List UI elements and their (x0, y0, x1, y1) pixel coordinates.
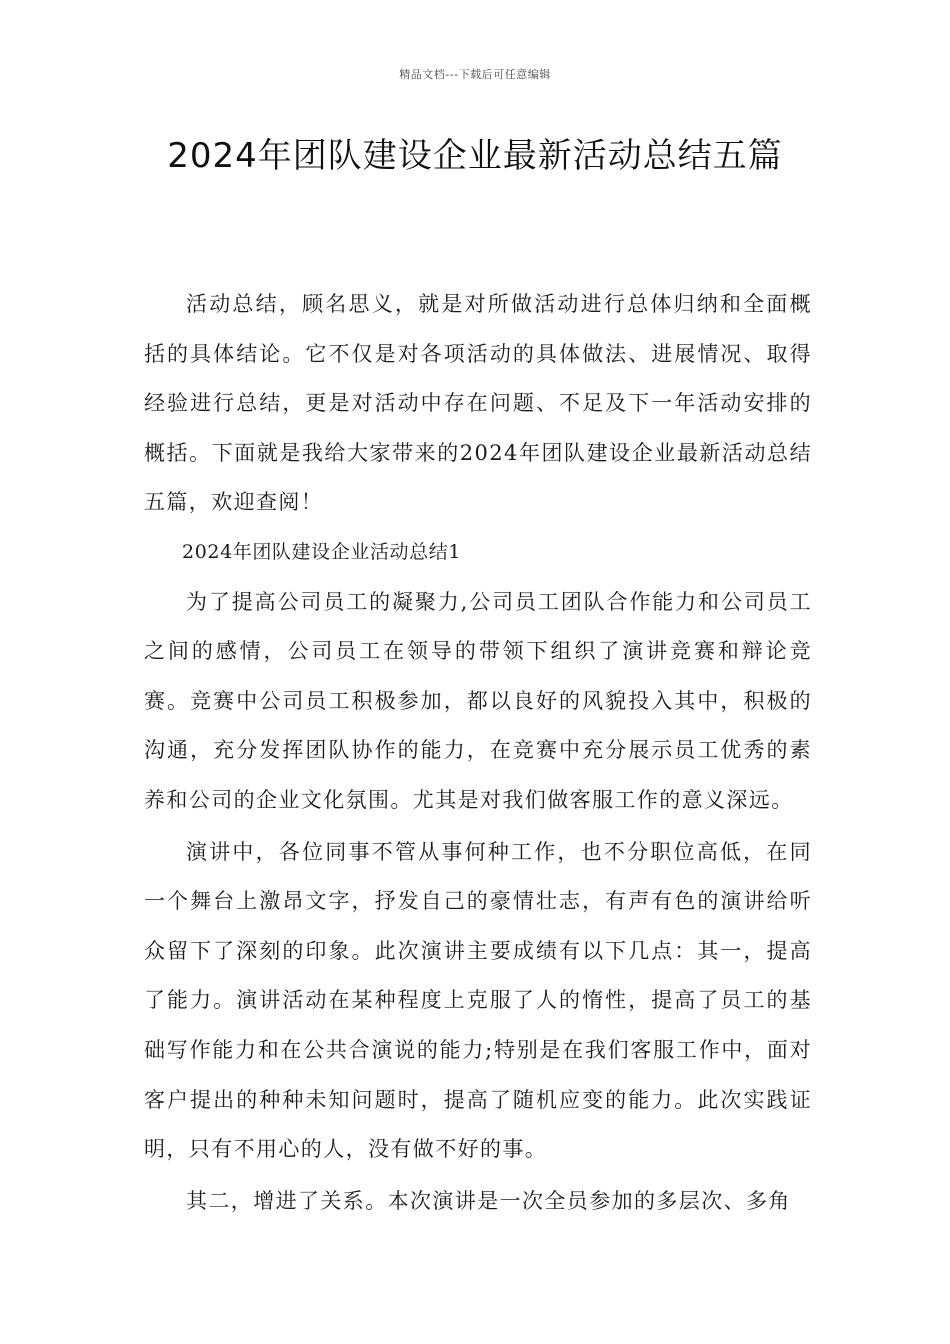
body-paragraph: 其二，增进了关系。本次演讲是一次全员参加的多层次、多角 (186, 1188, 791, 1213)
body-paragraph: 演讲中，各位同事不管从事何种工作，也不分职位高低，在同一个舞台上激昂文字，抒发自己的豪情壮志，有声有色的演讲给听众留下了深刻的印象。此次演讲主要成绩有以下几点：其一，提高了能力。演讲活动在某种程度上克服了人的惰性，提高了员工的基础写作能力和在公共合演说的能力;特别是在我们客服工作中，面对客户提出的种种未知问题时，提高了随机应变的能力。此次实践证明，只有不用心的人，没有做不好的事。 (144, 839, 812, 1162)
header-note: 精品文档---下载后可任意编辑 (399, 68, 551, 81)
section-heading: 2024年团队建设企业活动总结1 (182, 540, 462, 563)
intro-paragraph: 活动总结，顾名思义，就是对所做活动进行总体归纳和全面概括的具体结论。它不仅是对各项活动的具体做法、进展情况、取得经验进行总结，更是对活动中存在问题、不足及下一年活动安排的概括。下面就是我给大家带来的2024年团队建设企业最新活动总结五篇，欢迎查阅！ (144, 292, 812, 515)
document-title: 2024年团队建设企业最新活动总结五篇 (167, 136, 783, 176)
document-body (144, 280, 812, 1226)
body-paragraph: 为了提高公司员工的凝聚力,公司员工团队合作能力和公司员工之间的感情，公司员工在领导的带领下组织了演讲竞赛和辩论竞赛。竞赛中公司员工积极参加，都以良好的风貌投入其中，积极的沟通，充分发挥团队协作的能力，在竞赛中充分展示员工优秀的素养和公司的企业文化氛围。尤其是对我们做客服工作的意义深远。 (144, 589, 812, 812)
